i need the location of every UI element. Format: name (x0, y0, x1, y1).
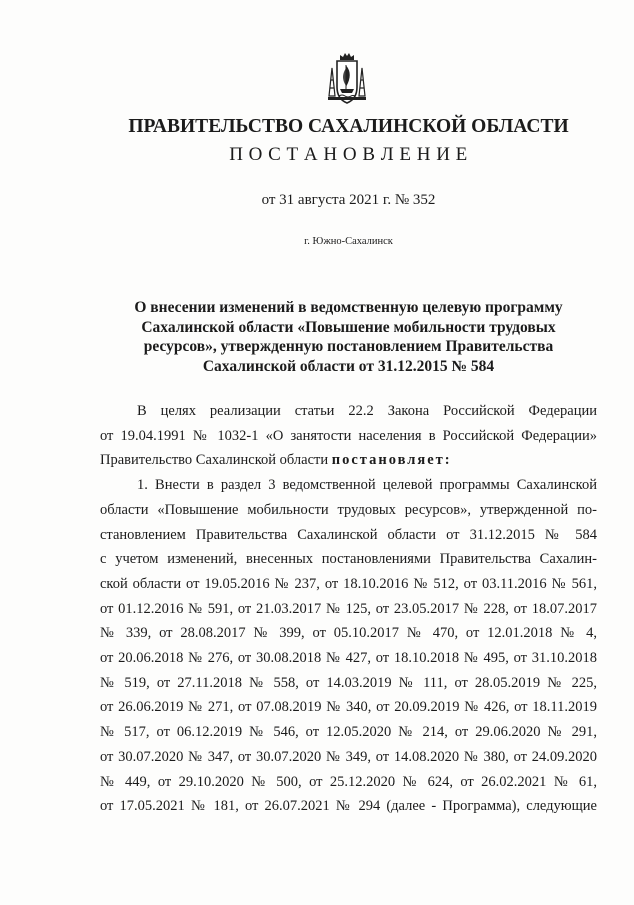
title-line: О внесении изменений в ведомственную целевую программу (134, 299, 563, 316)
document-date-number: от 31 августа 2021 г. № 352 (261, 192, 436, 208)
body-line: от 26.06.2019 № 271, от 07.08.2019 № 340, от 20.09.2019 № 426, от 18.11.2019 (100, 699, 597, 716)
title-line: Сахалинской области «Повышение мобильности трудовых (141, 318, 556, 336)
decree-lead: Правительство Сахалинской области (100, 452, 332, 469)
body-line: с учетом изменений, внесенных постановлениями Правительства Сахалин- (100, 551, 597, 568)
body-line: № 339, от 28.08.2017 № 399, от 05.10.2017 № 470, от 12.01.2018 № 4, (100, 625, 597, 642)
body-line: от 30.07.2020 № 347, от 30.07.2020 № 349, от 14.08.2020 № 380, от 24.09.2020 (100, 748, 597, 765)
body-line: становлением Правительства Сахалинской области от 31.12.2015 № 584 (100, 526, 597, 543)
body-line: области «Повышение мобильности трудовых ресурсов», утвержденной по- (100, 501, 597, 518)
body-line: № 449, от 29.10.2020 № 500, от 25.12.2020 № 624, от 26.02.2021 № 61, (100, 773, 597, 790)
document-type: П О С Т А Н О В Л Е Н И Е (229, 144, 468, 165)
body-line: ской области от 19.05.2016 № 237, от 18.10.2016 № 512, от 03.11.2016 № 561, (100, 575, 597, 592)
decree-line (100, 448, 597, 473)
body-line: В целях реализации статьи 22.2 Закона Российской Федерации (137, 403, 597, 419)
body-line: от 17.05.2021 № 181, от 26.07.2021 № 294 (далее - Программа), следующие (100, 798, 597, 815)
body-line: 1. Внести в раздел 3 ведомственной целевой программы Сахалинской (137, 477, 597, 494)
body-line: от 19.04.1991 № 1032-1 «О занятости населения в Российской Федерации» (100, 427, 597, 444)
document-title (100, 298, 597, 376)
body-line: от 20.06.2018 № 276, от 30.08.2018 № 427, от 18.10.2018 № 495, от 31.10.2018 (100, 650, 597, 667)
document-city: г. Южно-Сахалинск (304, 236, 393, 247)
title-line: Сахалинской области от 31.12.2015 № 584 (202, 357, 495, 375)
sakhalin-coat-of-arms-icon (325, 51, 369, 107)
document-body (100, 399, 597, 819)
body-line: № 517, от 06.12.2019 № 546, от 12.05.2020 № 214, от 29.06.2020 № 291, (100, 724, 597, 741)
organization-title: ПРАВИТЕЛЬСТВО САХАЛИНСКОЙ ОБЛАСТИ (128, 116, 569, 137)
title-line: ресурсов», утвержденную постановлением Правительства (143, 338, 554, 356)
body-line: от 01.12.2016 № 591, от 21.03.2017 № 125, от 23.05.2017 № 228, от 18.07.2017 (100, 600, 597, 617)
decree-verb: постановляет: (331, 452, 452, 469)
body-line: № 519, от 27.11.2018 № 558, от 14.03.2019 № 111, от 28.05.2019 № 225, (100, 674, 597, 691)
